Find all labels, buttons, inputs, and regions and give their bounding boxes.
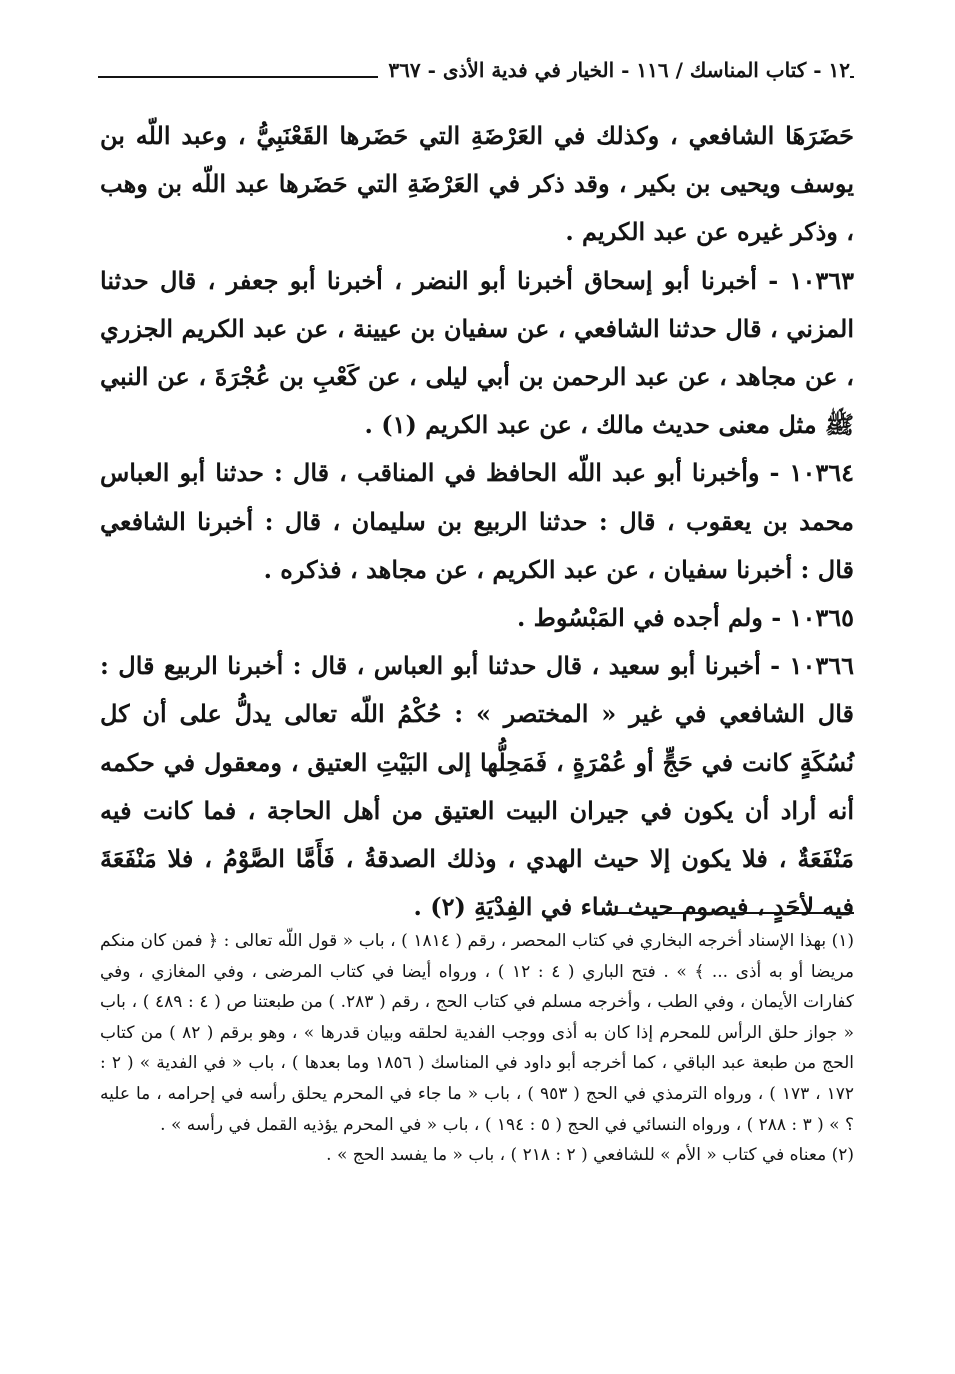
footnote-2: (٢) معناه في كتاب « الأم » للشافعي ( ٢ : ٢١٨ ) ، باب « ما يفسد الحج » . xyxy=(326,1145,854,1166)
paragraph-continuation: حَضَرَهَا الشافعي ، وكذلك في العَرْضَةِ التي حَضَرها القَعْنَبِيُّ ، وعبد اللّه بن يوسف ويحيى بن بكير ، وقد ذكر في العَرْضَةِ التي حَضَرها عبد اللّه بن وهب ، وذكر غيره عن عبد الكريم . xyxy=(100,121,854,247)
running-header xyxy=(98,58,854,98)
footnote-1: (١) بهذا الإسناد أخرجه البخاري في كتاب المحصر ، رقم ( ١٨١٤ ) ، باب « قول اللّه تعالى : ﴿ فمن كان منكم مريضا أو به أذى ... ﴾ » . فتح الباري ( ٤ : ١٢ ) ، ورواه أيضا في كتاب المرضى ، وفي المغازي ، وفي كفارات الأيمان ، وفي الطب ، وأخرجه مسلم في كتاب الحج ، رقم ( ٢٨٣. ) من طبعتنا ص ( ٤ : ٤٨٩ ) ، باب « جواز حلق الرأس للمحرم إذا كان به أذى ووجب الفدية لحلقه وبيان قدرها » ، وهو برقم ( ٨٢ ) من كتاب الحج من طبعة عبد الباقي ، كما أخرجه أبو داود في المناسك ( ١٨٥٦ وما بعدها ) ، باب « في الفدية » ( ٢ : ١٧٢ ، ١٧٣ ) ، ورواه الترمذي في الحج ( ٩٥٣ ) ، باب « ما جاء في المحرم يحلق رأسه في إحرامه ، ما عليه ؟ » ( ٣ : ٢٨٨ ) ، ورواه النسائي في الحج ( ٥ : ١٩٤ ) ، باب « في المحرم يؤذيه القمل في رأسه » . xyxy=(100,931,855,1135)
footnotes xyxy=(100,926,854,1171)
paragraph-10364: ١٠٣٦٤ - وأخبرنا أبو عبد اللّه الحافظ في المناقب ، قال : حدثنا أبو العباس محمد بن يعقوب ، قال : حدثنا الربيع بن سليمان ، قال : أخبرنا الشافعي قال : أخبرنا سفيان ، عن عبد الكريم ، عن مجاهد ، فذكره . xyxy=(100,458,854,584)
paragraph-10363: ١٠٣٦٣ - أخبرنا أبو إسحاق أخبرنا أبو النضر ، أخبرنا أبو جعفر ، قال حدثنا المزني ، قال حدثنا الشافعي ، عن سفيان بن عيينة ، عن عبد الكريم الجزري ، عن مجاهد ، عن عبد الرحمن بن أبي ليلى ، عن كَعْبِ بن عُجْرَةَ ، عن النبي ﷺ مثل معنى حديث مالك ، عن عبد الكريم (١) . xyxy=(100,265,854,440)
main-text xyxy=(100,112,854,931)
footnote-separator xyxy=(596,912,854,914)
paragraph-10365: ١٠٣٦٥ - ولم أجده في المَبْسُوط . xyxy=(516,603,854,633)
paragraph-10366: ١٠٣٦٦ - أخبرنا أبو سعيد ، قال حدثنا أبو العباس ، قال : أخبرنا الربيع قال : قال الشافعي في غير « المختصر » : حُكْمُ اللّه تعالى يدلُّ على أن كل نُسُكَةٍ كانت في حَجٍّ أو عُمْرَةٍ ، فَمَحِلُّها إلى البَيْتِ العتيق ، ومعقول في حكمه أنه أراد أن يكون في جيران البيت العتيق من أهل الحاجة ، فما كانت فيه مَنْفَعَةٌ ، فلا يكون إلا حيث الهدي ، وذلك الصدقةُ ، فَأَمَّا الصَّوْمُ ، فلا مَنْفَعَةَ فيه لأحَدٍ ، فيصوم حيث شاء في الفِدْيَةِ (٢) . xyxy=(100,651,855,922)
running-title: ١٢ - كتاب المناسك / ١١٦ - الخيار في فدية الأذى - ٣٦٧ xyxy=(378,58,850,82)
